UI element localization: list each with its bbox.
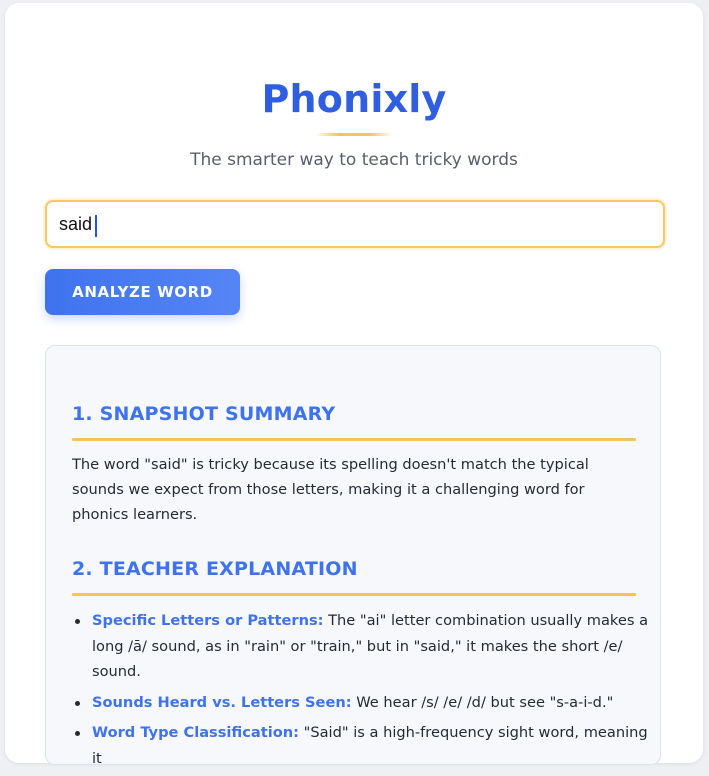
snapshot-summary-text: The word "said" is tricky because its spelling doesn't match the typical sounds we expect from those letters, making it a challenging word for phonics learners. bbox=[72, 456, 589, 523]
text-cursor bbox=[95, 215, 97, 237]
list-item-term: Sounds Heard vs. Letters Seen: bbox=[92, 693, 352, 711]
app-title: Phonixly bbox=[261, 77, 447, 121]
section-heading-snapshot-summary: 1. SNAPSHOT SUMMARY bbox=[72, 403, 336, 425]
app-subtitle: The smarter way to teach tricky words bbox=[190, 150, 518, 170]
list-item-text: We hear /s/ /e/ /d/ but see "s-a-i-d." bbox=[351, 693, 614, 711]
list-item-term: Specific Letters or Patterns: bbox=[92, 612, 324, 629]
list-item bbox=[92, 690, 656, 716]
list-item-text: The "ai" letter combination usually makes a long /ā/ sound, as in "rain" or "train," but in "said," it makes the short /e/ sound. bbox=[92, 612, 649, 680]
list-item-term: Word Type Classification: bbox=[92, 724, 299, 741]
section-divider bbox=[72, 438, 636, 441]
list-item bbox=[92, 720, 656, 771]
list-item-text: "Said" is a high-frequency sight word, meaning it bbox=[92, 724, 648, 767]
section-heading-teacher-explanation: 2. TEACHER EXPLANATION bbox=[72, 558, 358, 580]
title-underline bbox=[315, 133, 393, 136]
analyze-word-button[interactable]: ANALYZE WORD bbox=[45, 269, 240, 315]
list-item bbox=[92, 608, 656, 685]
word-input[interactable] bbox=[45, 200, 665, 248]
section-divider bbox=[72, 593, 636, 596]
results-panel bbox=[45, 345, 661, 765]
teacher-explanation-list bbox=[72, 608, 656, 776]
app-card bbox=[5, 3, 703, 767]
